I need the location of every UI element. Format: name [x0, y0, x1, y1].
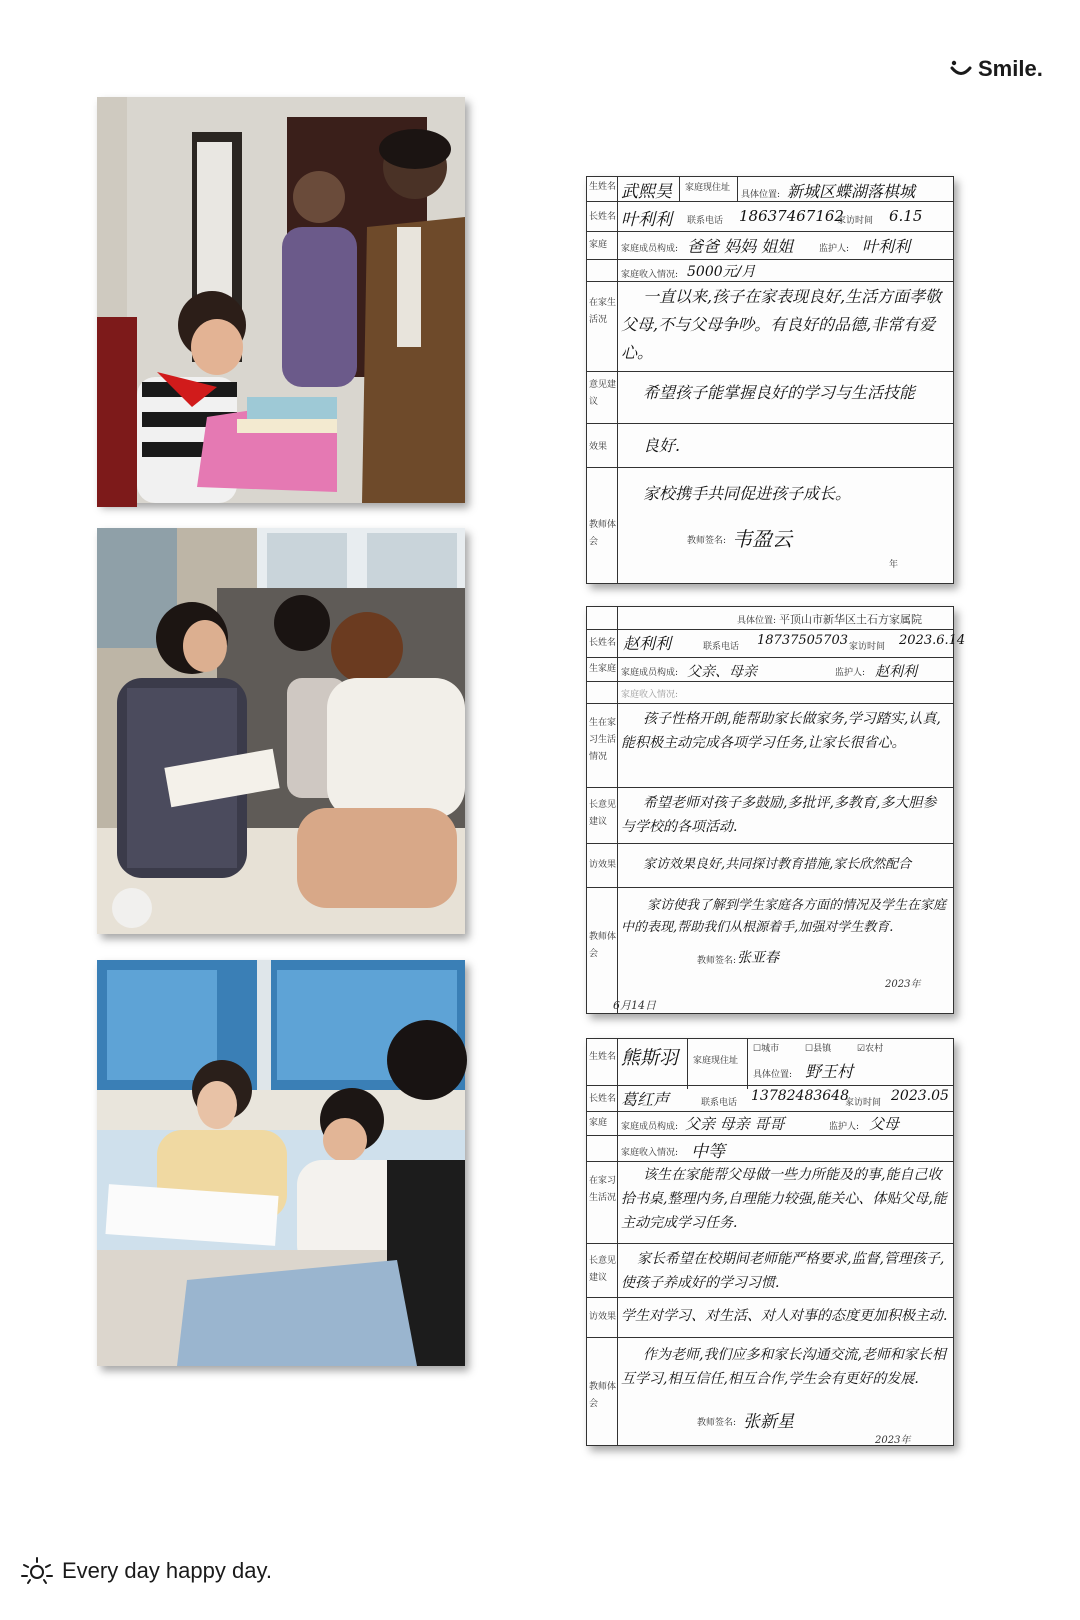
photo-home-visit-tutoring [97, 960, 465, 1366]
effect-label: 访效果 [589, 1312, 617, 1322]
guardian-label: 监护人: [819, 244, 850, 254]
income-label: 家庭收入情况: [621, 1148, 679, 1158]
life-text: 一直以来,孩子在家表现良好,生活方面孝敬父母,不与父母争吵。有良好的品德,非常有爱心。 [621, 287, 942, 362]
income-value: 中等 [691, 1142, 725, 1162]
photo-home-visit-sofa [97, 528, 465, 934]
visit-year: 2023年 [885, 979, 921, 990]
signature-label: 教师签名: [697, 956, 737, 966]
teacher-label: 教师体会 [589, 520, 617, 547]
student-name-label: 生姓名 [589, 182, 617, 192]
family-label: 生家庭 [589, 664, 617, 674]
option-city: ☐城市 [753, 1044, 780, 1054]
effect-text: 家访效果良好,共同探讨教育措施,家长欣然配合 [643, 857, 912, 872]
effect-text: 良好. [643, 436, 681, 455]
visit-year: 2023年 [875, 1435, 911, 1446]
smile-icon [950, 59, 972, 79]
members-label: 家庭成员构成: [621, 1122, 679, 1132]
advice-text: 家长希望在校期间老师能严格要求,监督,管理孩子,使孩子养成好的学习习惯. [621, 1251, 945, 1291]
address-label: 家庭现住址 [685, 183, 731, 193]
option-rural: ☑农村 [857, 1044, 884, 1054]
photo-gift-handover [97, 97, 465, 503]
guardian-label: 监护人: [829, 1122, 860, 1132]
phone-label: 联系电话 [701, 1098, 738, 1108]
phone-value: 18737505703 [757, 633, 848, 648]
student-name: 熊斯羽 [621, 1047, 679, 1069]
family-label: 家庭 [589, 1118, 608, 1128]
visit-time-value: 6.15 [889, 207, 923, 225]
visit-time-value: 2023.6.14 [899, 633, 966, 648]
visit-time-label: 家访时间 [849, 642, 886, 652]
guardian-value: 父母 [869, 1115, 900, 1133]
teacher-text: 家校携手共同促进孩子成长。 [643, 484, 852, 503]
advice-label: 长意见建议 [589, 1256, 617, 1283]
advice-text: 希望老师对孩子多鼓励,多批评,多教育,多大胆参与学校的各项活动. [621, 795, 937, 835]
address-value: 平顶山市新华区土石方家属院 [779, 613, 922, 626]
visit-form-3 [586, 1038, 954, 1446]
guardian-value: 赵利利 [875, 664, 917, 680]
teacher-label: 教师体会 [589, 1382, 617, 1409]
advice-text: 希望孩子能掌握良好的学习与生活技能 [643, 383, 916, 402]
parent-name-label: 长姓名 [589, 638, 617, 648]
teacher-text: 家访使我了解到学生家庭各方面的情况及学生在家庭中的表现,帮助我们从根源着手,加强对学生教育. [621, 898, 947, 935]
teacher-signature: 张新星 [743, 1412, 794, 1432]
parent-name-label: 长姓名 [589, 1094, 617, 1104]
members-value: 爸爸 妈妈 姐姐 [687, 237, 794, 256]
option-town: ☐县镇 [805, 1044, 832, 1054]
life-text: 该生在家能帮父母做一些力所能及的事,能自己收拾书桌,整理内务,自理能力较强,能关心、体贴父母,能主动完成学习任务. [621, 1167, 947, 1231]
family-label: 家庭 [589, 240, 608, 250]
teacher-label: 教师体会 [589, 932, 617, 959]
guardian-value: 叶利利 [862, 237, 911, 256]
address-detail-label: 具体位置: [737, 616, 777, 626]
parent-name: 葛红声 [621, 1090, 670, 1109]
members-value: 父亲、母亲 [687, 664, 757, 680]
visit-time-value: 2023.05 [891, 1088, 949, 1104]
visit-form-1 [586, 176, 954, 584]
effect-text: 学生对学习、对生活、对人对事的态度更加积极主动. [621, 1308, 948, 1324]
footer-tagline [20, 1556, 272, 1586]
parent-name: 叶利利 [621, 210, 672, 230]
advice-label: 长意见建议 [589, 800, 617, 827]
phone-label: 联系电话 [687, 216, 724, 226]
effect-label: 访效果 [589, 860, 617, 870]
parent-name-label: 长姓名 [589, 212, 617, 222]
teacher-signature: 韦盈云 [732, 527, 792, 551]
visit-form-2 [586, 606, 966, 1014]
visit-date: 6月14日 [613, 999, 656, 1012]
address-value: 野王村 [805, 1062, 854, 1081]
members-value: 父亲 母亲 哥哥 [685, 1115, 785, 1133]
address-value: 新城区蝶湖落棋城 [787, 182, 916, 201]
brand-logo [950, 56, 1043, 82]
student-name-label: 生姓名 [589, 1052, 617, 1062]
life-label: 生在家习生活情况 [589, 718, 617, 762]
visit-time-label: 家访时间 [845, 1098, 882, 1108]
address-label: 家庭现住址 [693, 1056, 739, 1066]
parent-name: 赵利利 [623, 634, 672, 653]
members-label: 家庭成员构成: [621, 244, 679, 254]
phone-value: 13782483648 [751, 1088, 849, 1104]
life-text: 孩子性格开朗,能帮助家长做家务,学习踏实,认真,能积极主动完成各项学习任务,让家长很省心。 [621, 711, 941, 751]
income-value: 5000元/月 [687, 264, 756, 280]
address-detail-label: 具体位置: [741, 190, 781, 200]
visit-time-label: 家访时间 [837, 216, 874, 226]
phone-value: 18637467162 [739, 207, 844, 225]
address-detail-label: 具体位置: [753, 1070, 793, 1080]
footer-text: Every day happy day. [62, 1558, 272, 1583]
advice-label: 意见建议 [589, 380, 617, 407]
members-label: 家庭成员构成: [621, 668, 679, 678]
life-label: 在家生活况 [589, 298, 617, 325]
teacher-signature: 张亚春 [737, 950, 779, 966]
life-label: 在家习生活况 [589, 1176, 617, 1203]
income-label: 家庭收入情况: [621, 270, 679, 280]
year-label: 年 [889, 560, 899, 570]
signature-label: 教师签名: [687, 536, 727, 546]
teacher-text: 作为老师,我们应多和家长沟通交流,老师和家长相互学习,相互信任,相互合作,学生会有更好的发展. [621, 1347, 946, 1387]
brand-text: Smile. [978, 56, 1043, 81]
signature-label: 教师签名: [697, 1418, 737, 1428]
effect-label: 效果 [589, 442, 608, 452]
income-label: 家庭收入情况: [621, 690, 679, 700]
sun-icon [20, 1556, 54, 1586]
student-name: 武熙昊 [621, 182, 672, 202]
phone-label: 联系电话 [703, 642, 740, 652]
guardian-label: 监护人: [835, 668, 866, 678]
